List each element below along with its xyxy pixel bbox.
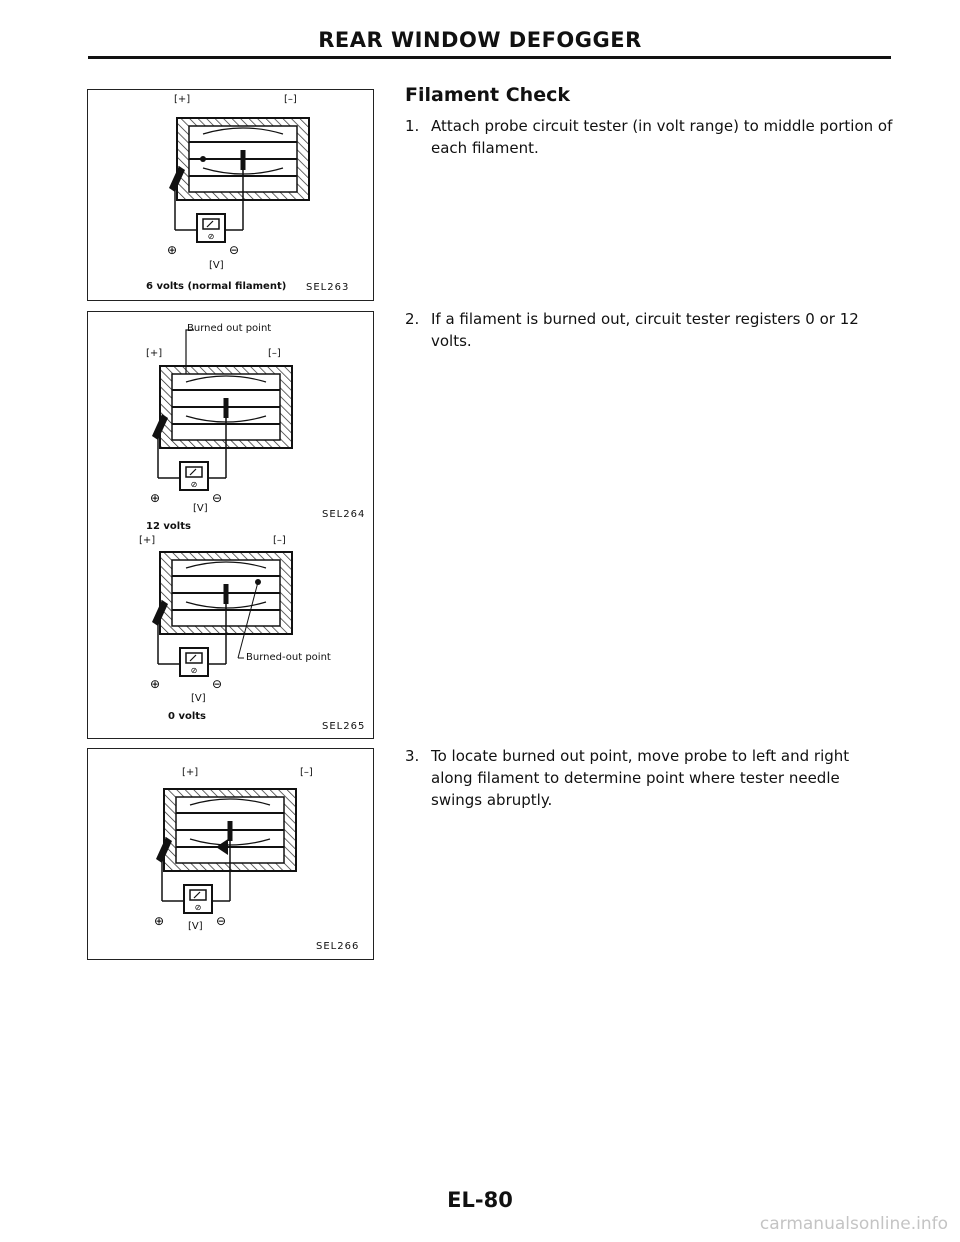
minus-terminal-label: [–] [268, 348, 281, 359]
plus-terminal-label: [+] [174, 94, 191, 105]
defogger-diagram-top [146, 322, 296, 505]
step-text: If a filament is burned out, circuit tester registers 0 or 12 volts. [431, 310, 859, 350]
meter-label: [V] [209, 260, 224, 271]
minus-terminal-label: [–] [284, 94, 297, 105]
svg-text:⊘: ⊘ [190, 480, 198, 489]
svg-text:⊘: ⊘ [207, 232, 215, 241]
figure-sel266 [87, 748, 374, 960]
defogger-diagram-bottom [146, 552, 296, 692]
svg-text:⊕: ⊕ [150, 677, 161, 691]
page-header-title: REAR WINDOW DEFOGGER [318, 28, 642, 52]
callout-label: Burned-out point [246, 652, 331, 663]
step-2 [405, 308, 895, 352]
plus-terminal-label: [+] [146, 348, 163, 359]
watermark: carmanualsonline.info [759, 1214, 948, 1234]
step-number: 1. [405, 117, 420, 135]
figure-code: SEL265 [322, 721, 366, 732]
svg-text:⊖: ⊖ [229, 243, 240, 257]
figure-caption: 0 volts [168, 711, 206, 722]
defogger-diagram [163, 118, 313, 268]
figure-sel263 [87, 89, 374, 301]
figure-caption: 12 volts [146, 521, 191, 532]
step-3 [405, 745, 895, 811]
figure-code: SEL263 [306, 282, 350, 293]
minus-terminal-label: [–] [300, 767, 313, 778]
plus-terminal-label: [+] [139, 535, 156, 546]
svg-text:⊕: ⊕ [154, 914, 165, 928]
step-text: Attach probe circuit tester (in volt range) to middle portion of each filament. [431, 117, 893, 157]
step-1 [405, 115, 895, 159]
figure-code: SEL264 [322, 509, 366, 520]
svg-text:⊖: ⊖ [212, 677, 223, 691]
step-number: 2. [405, 310, 420, 328]
svg-text:⊘: ⊘ [194, 903, 202, 912]
callout-label: Burned out point [187, 323, 272, 334]
figure-code: SEL266 [316, 941, 360, 952]
svg-text:⊘: ⊘ [190, 666, 198, 675]
header-rule [88, 56, 891, 59]
page-number: EL-80 [447, 1188, 513, 1212]
step-text: To locate burned out point, move probe to left and right along filament to determine point where tester needle swings abruptly. [431, 747, 850, 809]
svg-text:⊕: ⊕ [167, 243, 178, 257]
meter-label: [V] [188, 921, 203, 932]
svg-text:⊕: ⊕ [150, 491, 161, 505]
figure-caption: 6 volts (normal filament) [146, 281, 287, 292]
plus-terminal-label: [+] [182, 767, 199, 778]
section-title: Filament Check [405, 84, 570, 106]
defogger-diagram [150, 789, 300, 939]
meter-label: [V] [191, 693, 206, 704]
svg-text:⊖: ⊖ [212, 491, 223, 505]
meter-label: [V] [193, 503, 208, 514]
svg-text:⊖: ⊖ [216, 914, 227, 928]
figure-sel264-sel265 [87, 311, 374, 739]
step-number: 3. [405, 747, 420, 765]
minus-terminal-label: [–] [273, 535, 286, 546]
